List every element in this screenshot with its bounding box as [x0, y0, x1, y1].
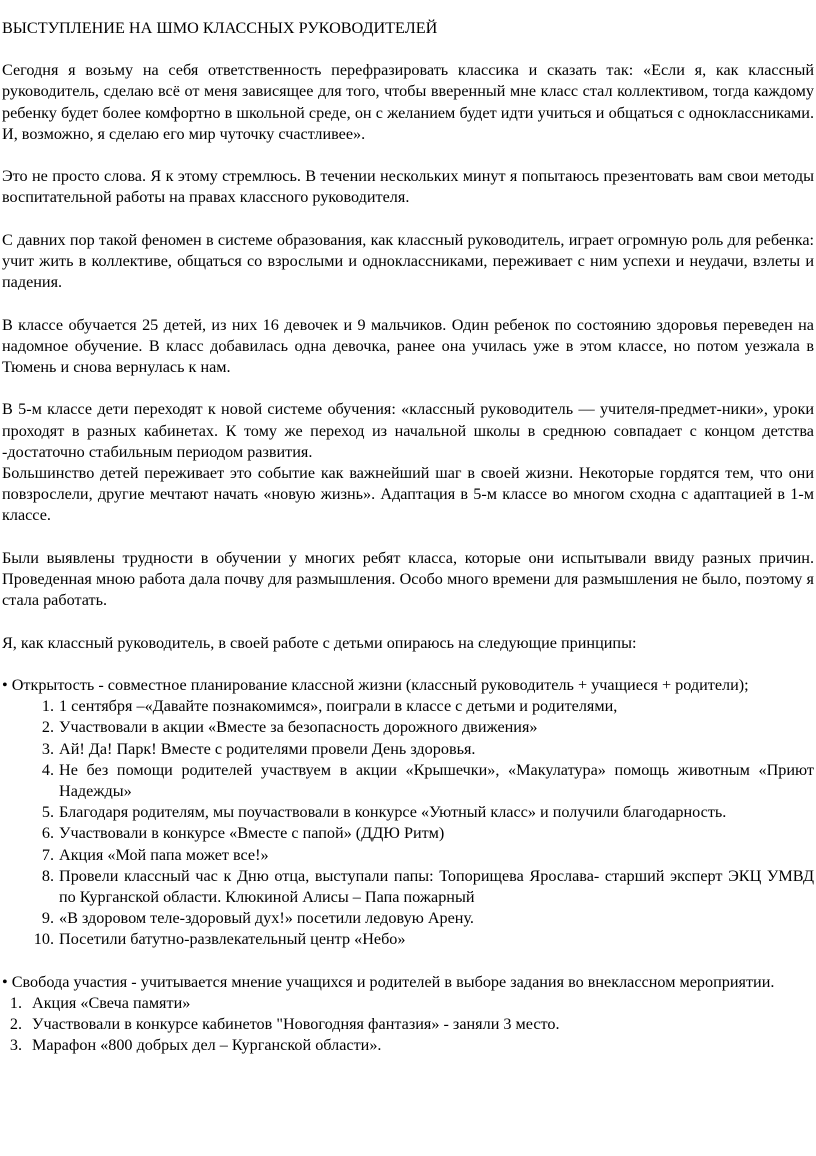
list-item	[2, 908, 814, 929]
list-item-text: Марафон «800 добрых дел – Курганской области».	[32, 1036, 382, 1055]
list-item	[2, 929, 814, 950]
principle-openness-heading: • Открытость - совместное планирование классной жизни (классный руководитель + учащиеся + родители);	[2, 675, 749, 694]
paragraph-difficulties: Были выявлены трудности в обучении у многих ребят класса, которые они испытывали ввиду разных причин. Проведенная мною работа дала почву для размышления. Особо много времени для размышления не было, поэтому я стала работать.	[2, 548, 814, 610]
paragraph-intro: Сегодня я возьму на себя ответственность перефразировать классика и сказать так: «Если я, как классный руководитель, сделаю всё от меня зависящее для того, чтобы вверенный мне класс стал коллективом, тогда каждому ребенку будет более комфортно в школьной среде, он с желанием будет идти учиться и общаться с одноклассниками. И, возможно, я сделаю его мир чуточку счастливее».	[2, 61, 814, 143]
list-item-text: Благодаря родителям, мы поучаствовали в конкурсе «Уютный класс» и получили благодарность.	[59, 803, 727, 822]
list-item-text: Провели классный час к Дню отца, выступали папы: Топорищева Ярослава- старший эксперт ЭКЦ УМВД по Курганской области. Клюкиной Алисы – Папа пожарный	[59, 866, 814, 907]
paragraph-methods: Это не просто слова. Я к этому стремлюсь. В течении нескольких минут я попытаюсь презентовать вам свои методы воспитательной работы на правах классного руководителя.	[2, 167, 814, 207]
list-item-number: 1.	[9, 994, 22, 1013]
list-item-number: 3.	[41, 739, 54, 758]
list-item-number: 2.	[9, 1015, 22, 1034]
list-item	[2, 802, 814, 823]
list-item-number: 8.	[41, 866, 54, 885]
list-item-number: 1.	[41, 697, 54, 716]
list-item	[2, 1014, 814, 1035]
principle-freedom-heading: • Свобода участия - учитывается мнение учащихся и родителей в выборе задания во внеклассном мероприятии.	[2, 972, 775, 991]
list-item	[2, 823, 814, 844]
paragraph-role: С давних пор такой феномен в системе образования, как классный руководитель, играет огромную роль для ребенка: учит жить в коллективе, общаться со взрослыми и одноклассниками, переживает с ним успехи и неудачи, взлеты и падения.	[2, 230, 814, 292]
list-item-number: 3.	[9, 1036, 22, 1055]
list-item-number: 4.	[41, 760, 54, 779]
list-item	[2, 1035, 814, 1056]
paragraph-class-composition: В классе обучается 25 детей, из них 16 девочек и 9 мальчиков. Один ребенок по состоянию здоровья переведен на надомное обучение. В класс добавилась одна девочка, ранее она училась уже в этом классе, но потом уезжала в Тюмень и снова вернулась к нам.	[2, 315, 814, 376]
list-item-text: Ай! Да! Парк! Вместе с родителями провели День здоровья.	[59, 739, 476, 758]
list-item	[2, 866, 814, 908]
list-item	[2, 760, 814, 802]
list-item-text: Участвовали в акции «Вместе за безопасность дорожного движения»	[59, 718, 538, 737]
list-item-text: Участвовали в конкурсе «Вместе с папой» (ДДЮ Ритм)	[59, 824, 445, 843]
list-item-text: 1 сентября –«Давайте познакомимся», поиграли в классе с детьми и родителями,	[59, 697, 618, 716]
list-item	[2, 739, 814, 760]
list-item	[2, 845, 814, 866]
principle-freedom-list	[2, 993, 814, 1057]
paragraph-principles-intro: Я, как классный руководитель, в своей работе с детьми опираюсь на следующие принципы:	[2, 633, 637, 652]
document-title: ВЫСТУПЛЕНИЕ НА ШМО КЛАССНЫХ РУКОВОДИТЕЛЕЙ	[2, 19, 438, 37]
list-item	[2, 696, 814, 717]
list-item-number: 2.	[41, 718, 54, 737]
principle-openness-list	[2, 696, 814, 950]
list-item-number: 6.	[41, 824, 54, 843]
list-item-text: Акция «Свеча памяти»	[32, 994, 191, 1013]
list-item	[2, 993, 814, 1014]
list-item-text: Акция «Мой папа может все!»	[59, 845, 269, 864]
list-item-number: 7.	[41, 845, 54, 864]
list-item-text: «В здоровом теле-здоровый дух!» посетили ледовую Арену.	[59, 909, 474, 928]
list-item-text: Участвовали в конкурсе кабинетов "Новогодняя фантазия» - заняли 3 место.	[32, 1015, 560, 1034]
list-item	[2, 717, 814, 738]
list-item-number: 10.	[33, 930, 54, 949]
list-item-number: 9.	[41, 909, 54, 928]
list-item-text: Посетили батутно-развлекательный центр «Небо»	[59, 930, 406, 949]
paragraph-adaptation: Большинство детей переживает это событие как важнейший шаг в своей жизни. Некоторые гордятся тем, что они повзрослели, другие мечтают начать «новую жизнь». Адаптация в 5-м классе во многом сходна с адаптацией в 1-м классе.	[2, 464, 814, 525]
list-item-number: 5.	[41, 803, 54, 822]
paragraph-new-system: В 5-м классе дети переходят к новой системе обучения: «классный руководитель — учителя-предмет-ники», уроки проходят в разных кабинетах. К тому же переход из начальной школы в среднюю совпадает с концом детства -достаточно стабильным периодом развития.	[2, 400, 814, 461]
list-item-text: Не без помощи родителей участвуем в акции «Крышечки», «Макулатура» помощь животным «Приют Надежды»	[59, 760, 814, 800]
